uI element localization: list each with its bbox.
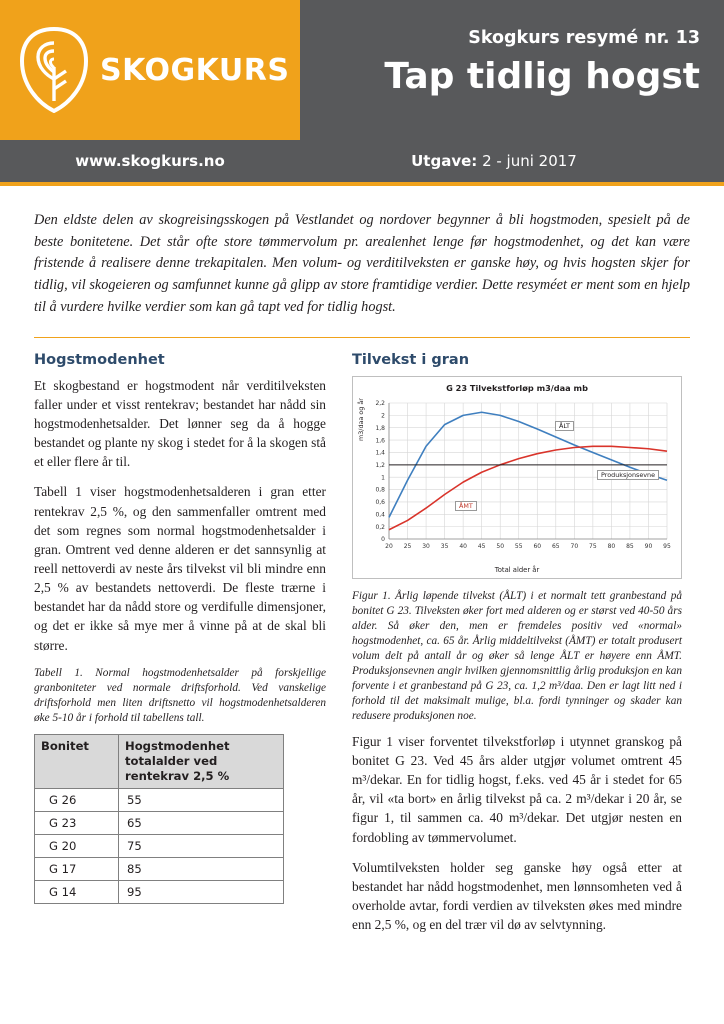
website-url[interactable]: www.skogkurs.no <box>75 152 225 170</box>
cell-alder: 65 <box>119 812 284 835</box>
bonitet-table <box>34 734 284 904</box>
table-header-hogstmodenhet: Hogstmodenhet totalalder ved rentekrav 2,5 % <box>119 734 284 788</box>
page-title: Tap tidlig hogst <box>384 56 700 97</box>
cell-alder: 55 <box>119 789 284 812</box>
svg-text:0,4: 0,4 <box>375 511 385 519</box>
table-row <box>35 835 284 858</box>
table-header-bonitet: Bonitet <box>35 734 119 788</box>
svg-text:1,4: 1,4 <box>375 449 385 457</box>
svg-text:95: 95 <box>663 542 671 550</box>
svg-text:1,6: 1,6 <box>375 436 385 444</box>
svg-text:35: 35 <box>440 542 449 550</box>
intro-divider <box>34 337 690 338</box>
page-header <box>0 0 724 140</box>
svg-text:70: 70 <box>570 542 579 550</box>
svg-text:25: 25 <box>403 542 412 550</box>
table-caption: Tabell 1. Normal hogstmodenhetsalder på forskjellige granboniteter ved normale driftsforhold. Ved vanskelige driftsforhold men liten driftsnetto vil hogstmodenhetsalderen øke 5-10 år i forhold til tabellens tall. <box>34 666 326 724</box>
right-paragraph-2: Volumtilveksten holder seg ganske høy også etter at bestandet har nådd hogstmodenhet, men lønnsomheten ved å overholde avtar, fordi verdien av tilveksten økes med mindre enn 2,5 %, og en del trær vil dø av selvtynning. <box>352 859 682 933</box>
svg-text:75: 75 <box>589 542 597 550</box>
section-heading-tilvekst: Tilvekst i gran <box>352 351 470 368</box>
left-paragraph-1: Et skogbestand er hogstmodent når verditilveksten faller under et visst rentekrav; bestandet har nådd sin hogstmodenhetsalder. Det lønner seg da å hogge bestandet og plante ny skog i stedet for å la skogen stå et eller flere år til. <box>34 377 326 470</box>
cell-alder: 75 <box>119 835 284 858</box>
title-block <box>300 0 724 140</box>
svg-text:20: 20 <box>385 542 393 550</box>
table-header-row <box>35 734 284 788</box>
svg-text:85: 85 <box>626 542 634 550</box>
series-label-produksjonsevne: Produksjonsevne <box>597 470 659 481</box>
cell-bonitet: G 23 <box>35 812 119 835</box>
svg-text:50: 50 <box>496 542 505 550</box>
left-column <box>34 352 326 946</box>
cell-bonitet: G 17 <box>35 858 119 881</box>
right-column <box>352 352 682 946</box>
section-heading-hogstmodenhet: Hogstmodenhet <box>34 351 165 368</box>
resume-number: Skogkurs resymé nr. 13 <box>468 28 700 48</box>
svg-text:60: 60 <box>533 542 542 550</box>
svg-text:40: 40 <box>459 542 467 550</box>
series-label-amt: ÅMT <box>455 501 477 512</box>
brand-block <box>0 0 300 140</box>
skogkurs-logo-icon <box>18 27 90 113</box>
cell-alder: 95 <box>119 881 284 904</box>
cell-bonitet: G 14 <box>35 881 119 904</box>
chart-y-axis-label: m3/daa og år <box>357 397 365 441</box>
table-row <box>35 789 284 812</box>
left-paragraph-2: Tabell 1 viser hogstmodenhetsalderen i gran etter rentekrav 2,5 %, og den sammenfaller omtrent med det som regnes som normal hogstmodenhetsalder i gran. Omtrent ved denne alderen er det sannsynlig at reell nettoverdi av neste års tilvekst vil bli mindre enn 2,5 % av bestandets nettoverdi. De fleste trærne i bestandet har da nådd store og verdifulle dimensjoner, og det er ikke så mye mer å vinne på at de skal bli større. <box>34 484 326 653</box>
svg-text:1,8: 1,8 <box>375 424 385 432</box>
series-label-alt: ÅLT <box>555 421 574 432</box>
cell-bonitet: G 20 <box>35 835 119 858</box>
svg-text:1,2: 1,2 <box>375 461 385 469</box>
sub-header <box>0 140 724 182</box>
svg-text:2: 2 <box>381 412 385 420</box>
svg-text:45: 45 <box>477 542 486 550</box>
orange-divider <box>0 182 724 186</box>
brand-name: SKOGKURS <box>100 52 290 88</box>
svg-text:2,2: 2,2 <box>375 399 385 407</box>
chart-title: G 23 Tilvekstforløp m3/daa mb <box>446 382 588 393</box>
svg-text:0,6: 0,6 <box>375 498 385 506</box>
content-columns <box>34 352 690 946</box>
chart-plot-area <box>359 395 677 565</box>
edition-info <box>300 152 724 170</box>
svg-text:30: 30 <box>422 542 430 550</box>
svg-text:90: 90 <box>644 542 653 550</box>
intro-paragraph: Den eldste delen av skogreisingsskogen på Vestlandet og nordover begynner å bli hogstmoden, spesielt på de beste bonitetene. Det står ofte store tømmervolum pr. arealenhet lenge før hogstmodenhet, og det kan være fristende å realisere denne trekapitalen. Men volum- og verditilveksten er ganske høy, og hvis hogsten skjer for tidlig, vil skogeieren og samfunnet kunne gå glipp av store framtidige verdier. Dette resyméet er ment som en hjelp til å vurdere hvilke verdier som kan gå tapt ved for tidlig hogst. <box>34 212 690 315</box>
table-row <box>35 812 284 835</box>
svg-text:0,8: 0,8 <box>375 486 385 494</box>
svg-text:65: 65 <box>551 542 560 550</box>
figure-1 <box>352 376 682 579</box>
figure-caption: Figur 1. Årlig løpende tilvekst (ÅLT) i et normalt tett granbestand på bonitet G 23. Tilveksten øker fort med alderen og er størst ved 40-50 års alder. Så øker den, men er fremdeles positiv ved «normal» hogstmodenhet, ca. 65 år. Årlig middeltilvekst (ÅMT) er totalt produsert volum delt på antall år og øker så lenge ÅLT er høyere enn ÅMT. Produksjonsevnen angir hvilken gjennomsnittlig årlig produksjon en kan forvente i et granbestand på G 23, ca. 1,2 m³/daa. Den er lagt litt ned i forhold til det maksimalt mulige, bl.a. fordi tynninger og skader kan redusere produksjonen noe. <box>352 589 682 722</box>
edition-label: Utgave: <box>411 152 478 170</box>
table-row <box>35 858 284 881</box>
svg-text:0: 0 <box>381 535 385 543</box>
edition-value: 2 - juni 2017 <box>477 152 577 170</box>
svg-text:55: 55 <box>514 542 523 550</box>
svg-text:0,2: 0,2 <box>375 523 385 531</box>
cell-alder: 85 <box>119 858 284 881</box>
svg-text:80: 80 <box>607 542 616 550</box>
table-row <box>35 881 284 904</box>
svg-text:1: 1 <box>381 473 385 481</box>
chart-x-axis-label: Total alder år <box>494 565 540 574</box>
cell-bonitet: G 26 <box>35 789 119 812</box>
right-paragraph-1: Figur 1 viser forventet tilvekstforløp i utynnet granskog på bonitet G 23. Ved 45 års alder utgjør volumet omtrent 45 m³/dekar. En for tidlig hogst, f.eks. ved 45 år i stedet for 65 år, vil «ta bort» en årlig tilvekst på ca. 2 m³/dekar i 20 år, se figur 1, til sammen ca. 40 m³/dekar. Det utgjør nesten en fordobling av tømmervolumet. <box>352 733 682 845</box>
